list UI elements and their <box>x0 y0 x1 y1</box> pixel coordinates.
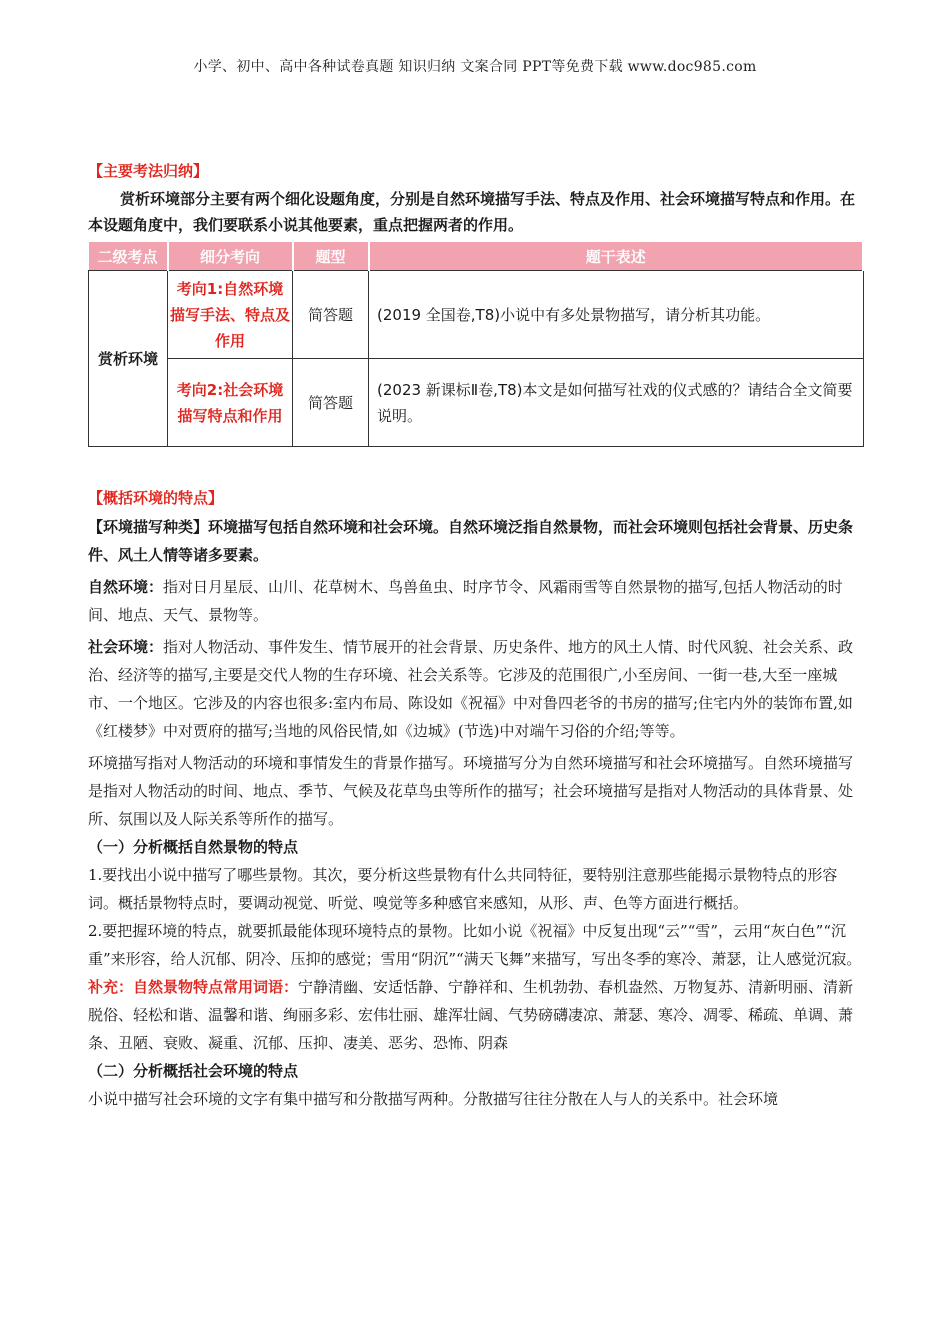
kinds-text: 环境描写包括自然环境和社会环境。自然环境泛指自然景物，而社会环境则包括社会背景、历史条件、风土人情等诸多要素。 <box>88 518 854 564</box>
natural-label: 自然环境： <box>88 578 164 596</box>
kinds-paragraph <box>88 513 864 569</box>
table-type-cell: 简答题 <box>293 271 369 359</box>
intro-paragraph: 赏析环境部分主要有两个细化设题角度，分别是自然环境描写手法、特点及作用、社会环境描写特点和作用。在本设题角度中，我们要联系小说其他要素，重点把握两者的作用。 <box>88 190 856 234</box>
point-2-paragraph: 2.要把握环境的特点，就要抓最能体现环境特点的景物。比如小说《祝福》中反复出现“云”“雪”，云用“灰白色”“沉重”来形容，给人沉郁、阴冷、压抑的感觉；雪用“阴沉”“满天飞舞”来描写，写出冬季的寒冷、萧瑟，让人感觉沉寂。 <box>88 922 862 968</box>
table-header-cell: 二级考点 <box>89 242 168 271</box>
table-row <box>89 271 864 359</box>
table-category-cell: 赏析环境 <box>89 271 168 447</box>
exam-table <box>88 242 864 447</box>
supplement-text: 宁静清幽、安适恬静、宁静祥和、生机勃勃、春机盎然、万物复苏、清新明丽、清新脱俗、轻松和谐、温馨和谐、绚丽多彩、宏伟壮丽、雄浑壮阔、气势磅礴凄凉、萧瑟、寒冷、凋零、稀疏、单调、萧条、丑陋、衰败、凝重、沉郁、压抑、凄美、恶劣、恐怖、阴森 <box>88 978 854 1052</box>
section-title-main-methods: 【主要考法归纳】 <box>88 162 209 180</box>
kinds-label: 【环境描写种类】 <box>88 518 209 536</box>
table-header-row <box>89 242 864 271</box>
point-1-paragraph: 1.要找出小说中描写了哪些景物。其次，要分析这些景物有什么共同特征，要特别注意那些能揭示景物特点的形容词。概括景物特点时，要调动视觉、听觉、嗅觉等多种感官来感知，从形、声、色等方面进行概括。 <box>88 866 838 912</box>
table-desc-cell: (2023 新课标Ⅱ卷,T8)本文是如何描写社戏的仪式感的？请结合全文简要说明。 <box>369 359 864 447</box>
supplement-label: 补充：自然景物特点常用词语： <box>88 978 299 996</box>
section-environment-features <box>88 487 864 1113</box>
natural-paragraph <box>88 573 864 629</box>
table-direction-cell: 考向1:自然环境描写手法、特点及作用 <box>168 271 293 359</box>
social-label: 社会环境： <box>88 638 164 656</box>
table-header-cell: 题干表述 <box>369 242 864 271</box>
table-row <box>89 359 864 447</box>
social-paragraph <box>88 633 864 745</box>
page-header: 小学、初中、高中各种试卷真题 知识归纳 文案合同 PPT等免费下载 www.doc985.com <box>193 59 757 75</box>
subsection-title-natural: （一）分析概括自然景物的特点 <box>88 838 299 856</box>
document-body <box>88 160 864 1113</box>
summary-paragraph: 环境描写指对人物活动的环境和事情发生的背景作描写。环境描写分为自然环境描写和社会环境描写。自然环境描写是指对人物活动的时间、地点、季节、气候及花草鸟虫等所作的描写；社会环境描写是指对人物活动的具体背景、处所、氛围以及人际关系等所作的描写。 <box>88 754 854 828</box>
social-text: 指对人物活动、事件发生、情节展开的社会背景、历史条件、地方的风土人情、时代风貌、社会关系、政治、经济等的描写,主要是交代人物的生存环境、社会关系等。它涉及的范围很广,小至房间、一街一巷,大至一座城市、一个地区。它涉及的内容也很多:室内布局、陈设如《祝福》中对鲁四老爷的书房的描写;住宅内外的装饰布置,如《红楼梦》中对贾府的描写;当地的风俗民情,如《边城》(节选)中对端午习俗的介绍;等等。 <box>88 638 854 740</box>
natural-text: 指对日月星辰、山川、花草树木、鸟兽鱼虫、时序节令、风霜雨雪等自然景物的描写,包括人物活动的时间、地点、天气、景物等。 <box>88 578 843 624</box>
table-desc-cell: (2019 全国卷,T8)小说中有多处景物描写，请分析其功能。 <box>369 271 864 359</box>
subsection-title-social: （二）分析概括社会环境的特点 <box>88 1062 299 1080</box>
last-paragraph: 小说中描写社会环境的文字有集中描写和分散描写两种。分散描写往往分散在人与人的关系中。社会环境 <box>88 1090 779 1108</box>
section-title-features: 【概括环境的特点】 <box>88 489 224 507</box>
table-type-cell: 简答题 <box>293 359 369 447</box>
table-direction-cell: 考向2:社会环境描写特点和作用 <box>168 359 293 447</box>
table-header-cell: 题型 <box>293 242 369 271</box>
table-header-cell: 细分考向 <box>168 242 293 271</box>
supplement-paragraph <box>88 973 864 1057</box>
